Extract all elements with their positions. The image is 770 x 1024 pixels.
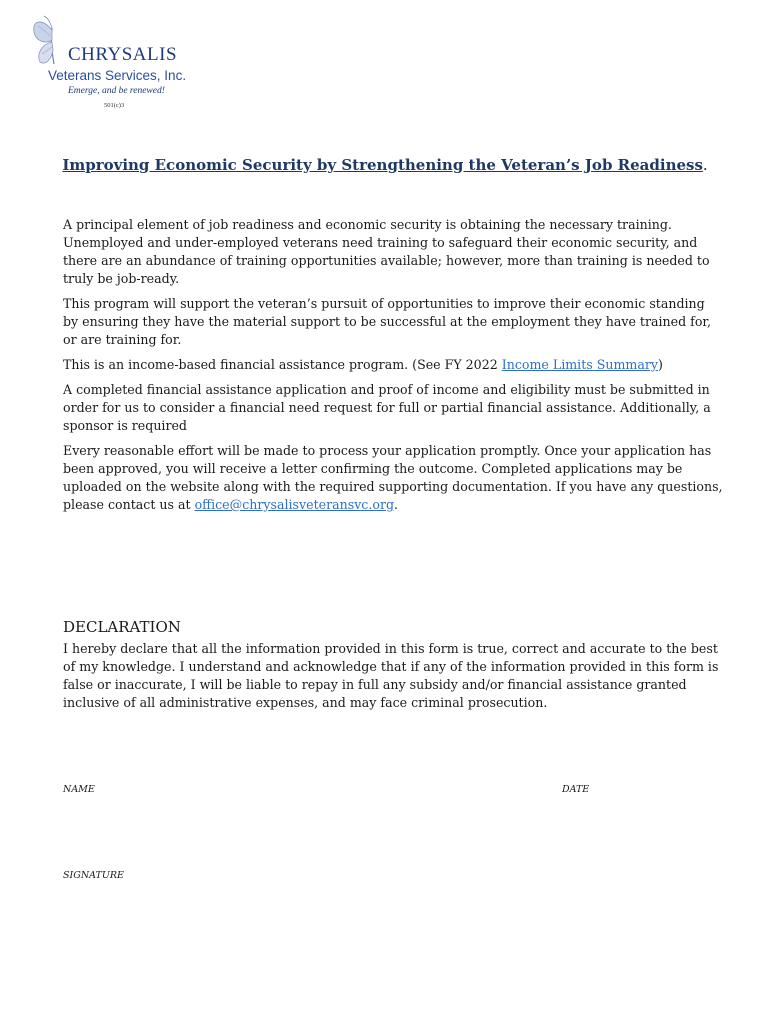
- paragraph-contact: [63, 442, 723, 514]
- document-title: [0, 156, 770, 174]
- paragraph-training: A principal element of job readiness and economic security is obtaining the necessary training. Unemployed and under-employed veterans need training to safeguard their economic security, and there are an abundance of training opportunities available; however, more than training is needed to truly be job-ready.: [63, 217, 710, 286]
- declaration-heading: DECLARATION: [63, 618, 181, 636]
- income-limits-link[interactable]: Income Limits Summary: [501, 357, 659, 372]
- title-period: .: [702, 156, 708, 174]
- title-text: Improving Economic Security by Strengthening the Veteran’s Job Readiness: [62, 156, 703, 174]
- signature-field-label: SIGNATURE: [63, 870, 124, 881]
- p3-text-after: ): [658, 357, 663, 372]
- date-field-label: DATE: [562, 784, 590, 795]
- p3-text-before: This is an income-based financial assistance program. (See FY 2022: [63, 357, 502, 372]
- logo-ein: 501(c)3: [104, 102, 125, 109]
- logo-subtitle: Veterans Services, Inc.: [48, 68, 187, 83]
- p5-text-before: Every reasonable effort will be made to process your application promptly. Once your application has been approved, you will receive a letter confirming the outcome. Completed applications may be uploaded on the website along with the required supporting documentation. If you have any questions, please contact us at: [63, 443, 723, 512]
- logo-tagline: Emerge, and be renewed!: [68, 86, 165, 96]
- name-field-label: NAME: [63, 784, 95, 795]
- p5-text-after: .: [394, 497, 399, 512]
- paragraph-application: A completed financial assistance application and proof of income and eligibility must be submitted in order for us to consider a financial need request for full or partial financial assistance. Additionally, a sponsor is required: [63, 382, 711, 433]
- document-body: [63, 216, 723, 521]
- chrysalis-logo: [30, 14, 200, 114]
- declaration-text: I hereby declare that all the information provided in this form is true, correct and accurate to the best of my knowledge. I understand and acknowledge that if any of the information provided in this form is false or inaccurate, I will be liable to repay in full any subsidy and/or financial assistance granted inclusive of all administrative expenses, and may face criminal prosecution.: [63, 641, 719, 710]
- email-link[interactable]: office@chrysalisveteransvc.org: [194, 497, 395, 512]
- logo-name: CHRYSALIS: [68, 44, 178, 65]
- paragraph-program: This program will support the veteran’s pursuit of opportunities to improve their economic standing by ensuring they have the material support to be successful at the employment they have trained for, or are training for.: [63, 296, 712, 347]
- paragraph-income-based: [63, 356, 723, 374]
